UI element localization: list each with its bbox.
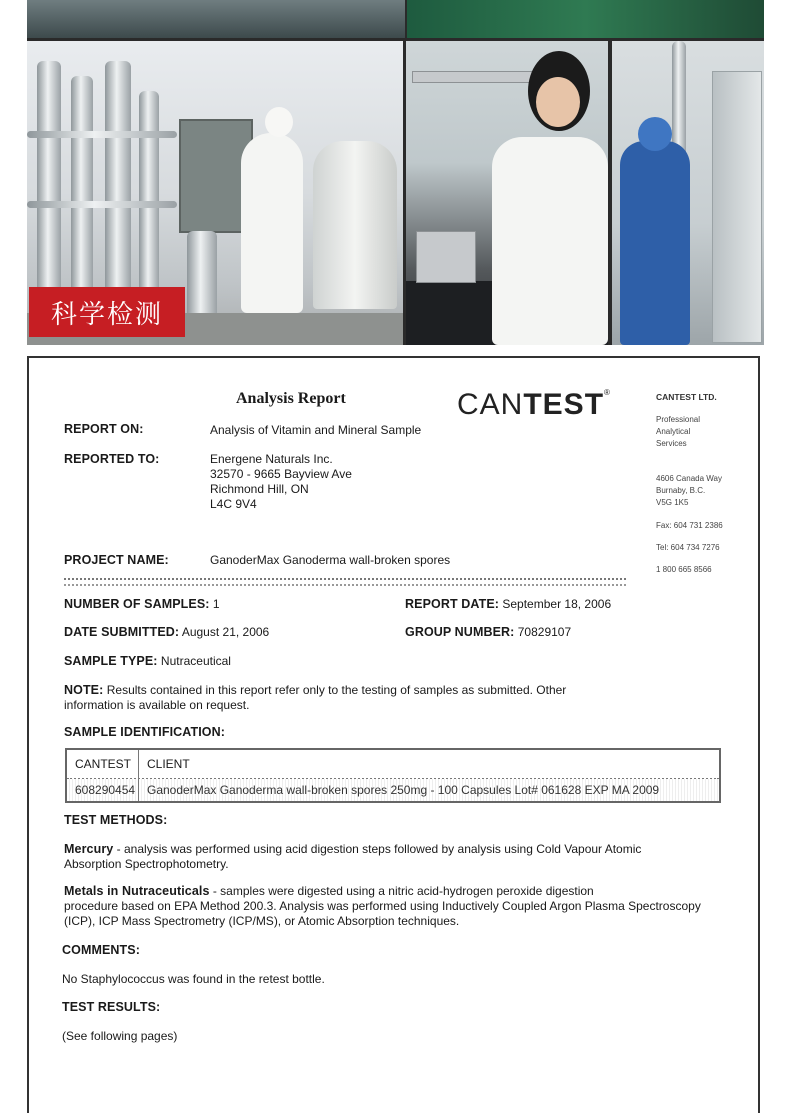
cantest-sample-id: 608290454 <box>75 783 136 797</box>
company-name: CANTEST LTD. <box>656 392 717 402</box>
company-phone: 1 800 665 8566 <box>656 565 712 574</box>
reported-to-label: REPORTED TO: <box>64 452 160 466</box>
sample-identification-table <box>65 748 721 803</box>
sample-identification-label: SAMPLE IDENTIFICATION: <box>64 725 225 739</box>
report-on-label: REPORT ON: <box>64 422 144 436</box>
technician-blue-photo <box>612 41 764 345</box>
science-testing-badge: 科学检测 <box>29 287 185 337</box>
lab-technician-photo <box>406 41 608 345</box>
metals-method: Metals in Nutraceuticals - samples were digested using a nitric acid-hydrogen peroxide digestion procedure based on EPA Method 200.3. Analysis was performed using Inductively Coupled Argon Plasma Spectroscopy (ICP), ICP Mass Spectrometry (ICP/MS), or Atomic Absorption techniques. <box>64 884 701 928</box>
project-name-value: GanoderMax Ganoderma wall-broken spores <box>210 553 451 567</box>
test-results-value: (See following pages) <box>62 1029 178 1043</box>
mercury-method: Mercury - analysis was performed using acid digestion steps followed by analysis using Cold Vapour Atomic Absorption Spectrophotometry. <box>64 842 642 871</box>
group-number: GROUP NUMBER: 70829107 <box>405 625 572 639</box>
company-fax: Fax: 604 731 2386 <box>656 521 723 530</box>
comments-value: No Staphylococcus was found in the retest bottle. <box>62 972 325 986</box>
table-header-row <box>67 750 719 780</box>
analysis-report <box>27 356 760 1113</box>
client-sample-description: GanoderMax Ganoderma wall-broken spores 250mg - 100 Capsules Lot# 061628 EXP MA 2009 <box>147 783 660 797</box>
test-methods-label: TEST METHODS: <box>64 813 168 827</box>
section-divider <box>64 578 626 586</box>
report-date: REPORT DATE: September 18, 2006 <box>405 597 612 611</box>
reported-to-address: Energene Naturals Inc. 32570 - 9665 Bayview Ave Richmond Hill, ON L4C 9V4 <box>210 452 352 511</box>
top-photo-strip <box>27 0 764 38</box>
project-name-label: PROJECT NAME: <box>64 553 169 567</box>
date-submitted: DATE SUBMITTED: August 21, 2006 <box>64 625 270 639</box>
table-row <box>67 779 719 801</box>
column-header-client: CLIENT <box>147 757 190 771</box>
note: NOTE: Results contained in this report refer only to the testing of samples as submitted. Other information is available on request. <box>64 683 567 712</box>
comments-label: COMMENTS: <box>62 943 140 957</box>
sample-type: SAMPLE TYPE: Nutraceutical <box>64 654 231 668</box>
number-of-samples: NUMBER OF SAMPLES: 1 <box>64 597 220 611</box>
company-tel: Tel: 604 734 7276 <box>656 543 720 552</box>
cantest-logo: CANTEST® <box>457 388 611 421</box>
photo-strip <box>27 0 764 345</box>
report-on-value: Analysis of Vitamin and Mineral Sample <box>210 423 422 437</box>
column-header-cantest: CANTEST <box>75 757 132 771</box>
report-title: Analysis Report <box>236 390 346 407</box>
test-results-label: TEST RESULTS: <box>62 1000 161 1014</box>
company-address: 4606 Canada Way Burnaby, B.C. V5G 1K5 <box>656 474 722 507</box>
company-tagline: Professional Analytical Services <box>656 415 701 448</box>
